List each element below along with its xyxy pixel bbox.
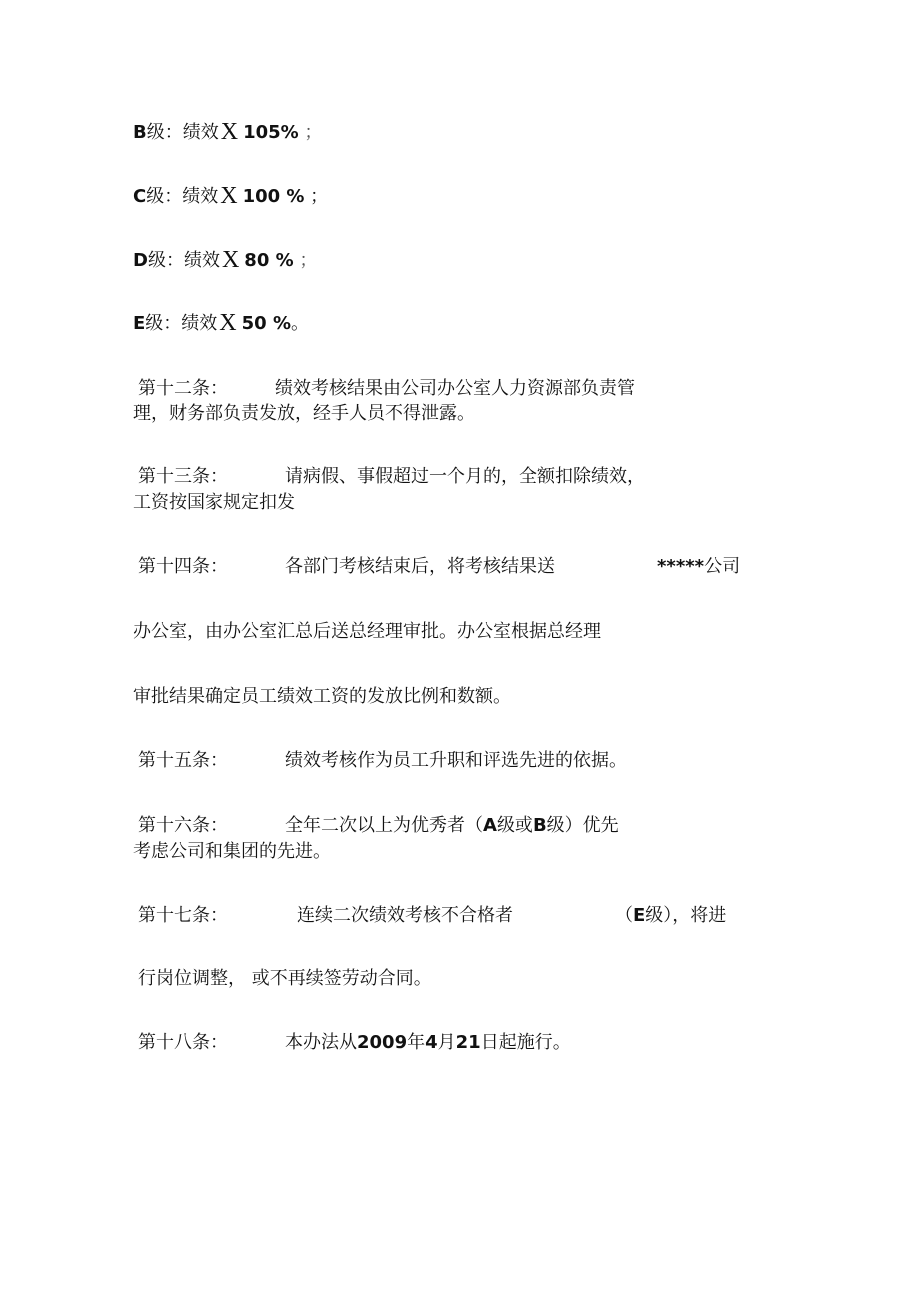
- article-15-text-1: [285, 749, 627, 773]
- company-stars: *****: [657, 556, 705, 577]
- grade-label: 级：绩效: [146, 186, 219, 207]
- article-14-line-2: [133, 620, 601, 644]
- article-13-line-2: [133, 491, 295, 515]
- article-title: 第十二条：: [138, 378, 228, 399]
- article-text: 本办法从: [285, 1032, 357, 1053]
- article-title: 第十七条：: [138, 905, 228, 926]
- article-title: 第十五条：: [138, 750, 228, 771]
- article-14-company: [657, 555, 740, 579]
- article-17-grade: [615, 904, 726, 928]
- day-value: 21: [455, 1032, 481, 1053]
- multiply-sign: X: [220, 119, 239, 145]
- grade-label: 级：绩效: [146, 122, 219, 143]
- article-16-line-2: [133, 840, 331, 864]
- article-text: 全年二次以上为优秀者（: [285, 815, 483, 836]
- grade-end: ；: [304, 186, 329, 207]
- grade-letter: D: [133, 250, 148, 271]
- grade-b: B: [532, 815, 547, 836]
- article-14-text-1: [285, 555, 555, 579]
- article-title: 第十三条：: [138, 466, 228, 487]
- article-text: 级）优先: [546, 815, 619, 836]
- article-text: 级或: [496, 815, 533, 836]
- article-text: 各部门考核结束后，将考核结果送: [285, 556, 555, 577]
- article-text: 级），将进: [645, 905, 727, 926]
- article-17-line-1: [138, 904, 228, 928]
- grade-letter: E: [133, 313, 146, 334]
- article-text: 审批结果确定员工绩效工资的发放比例和数额。: [133, 686, 511, 707]
- article-15-line-1: [138, 749, 228, 773]
- article-text: 工资按国家规定扣发: [133, 492, 295, 513]
- article-12-line-2: [133, 402, 475, 426]
- article-16-line-1: [138, 814, 228, 838]
- multiply-sign: X: [220, 183, 238, 209]
- grade-b-line: [133, 120, 322, 145]
- article-12-line-1: [138, 377, 228, 401]
- article-18-line-1: [138, 1031, 228, 1055]
- article-13-text-1: [285, 465, 645, 489]
- article-text: 请病假、事假超过一个月的，全额扣除绩效，: [285, 466, 645, 487]
- grade-d-line: [133, 248, 317, 273]
- year-value: 2009: [357, 1032, 408, 1053]
- grade-letter: B: [133, 122, 147, 143]
- grade-end: ；: [298, 122, 323, 143]
- article-title: 第十六条：: [138, 815, 228, 836]
- article-text: 绩效考核作为员工升职和评选先进的依据。: [285, 750, 627, 771]
- grade-a: A: [483, 815, 497, 836]
- month-unit: 月: [437, 1032, 456, 1053]
- grade-label: 级：绩效: [145, 313, 218, 334]
- grade-end: ；: [293, 250, 318, 271]
- article-12-text-1: [275, 377, 635, 401]
- grade-e-line: [133, 311, 309, 336]
- article-text: 行岗位调整， 或不再续签劳动合同。: [138, 968, 432, 989]
- grade-e: E: [633, 905, 646, 926]
- article-text: 办公室，由办公室汇总后送总经理审批。办公室根据总经理: [133, 621, 601, 642]
- multiply-sign: X: [221, 247, 240, 273]
- month-value: 4: [425, 1032, 438, 1053]
- article-text: 绩效考核结果由公司办公室人力资源部负责管: [275, 378, 635, 399]
- article-14-line-1: [138, 555, 228, 579]
- grade-label: 级：绩效: [147, 250, 220, 271]
- year-unit: 年: [407, 1032, 426, 1053]
- paren-open: （: [615, 905, 633, 926]
- article-14-line-3: [133, 685, 511, 709]
- company-label: 公司: [704, 556, 741, 577]
- article-text: 连续二次绩效考核不合格者: [297, 905, 513, 926]
- article-16-text-1: [285, 814, 619, 838]
- grade-c-line: [133, 184, 328, 209]
- grade-percent: 105%: [243, 122, 299, 143]
- article-text: 日起施行。: [480, 1032, 571, 1053]
- multiply-sign: X: [219, 310, 237, 336]
- grade-percent: 50 %: [241, 313, 291, 334]
- article-text: 理，财务部负责发放，经手人员不得泄露。: [133, 403, 475, 424]
- grade-percent: 80 %: [244, 250, 294, 271]
- grade-end: 。: [291, 313, 309, 334]
- grade-letter: C: [133, 186, 147, 207]
- article-18-text-1: [285, 1031, 571, 1055]
- article-title: 第十八条：: [138, 1032, 228, 1053]
- article-text: 考虑公司和集团的先进。: [133, 841, 331, 862]
- grade-percent: 100 %: [242, 186, 305, 207]
- article-title: 第十四条：: [138, 556, 228, 577]
- article-17-text-1: [297, 904, 513, 928]
- article-13-line-1: [138, 465, 228, 489]
- article-17-line-2: [138, 967, 432, 991]
